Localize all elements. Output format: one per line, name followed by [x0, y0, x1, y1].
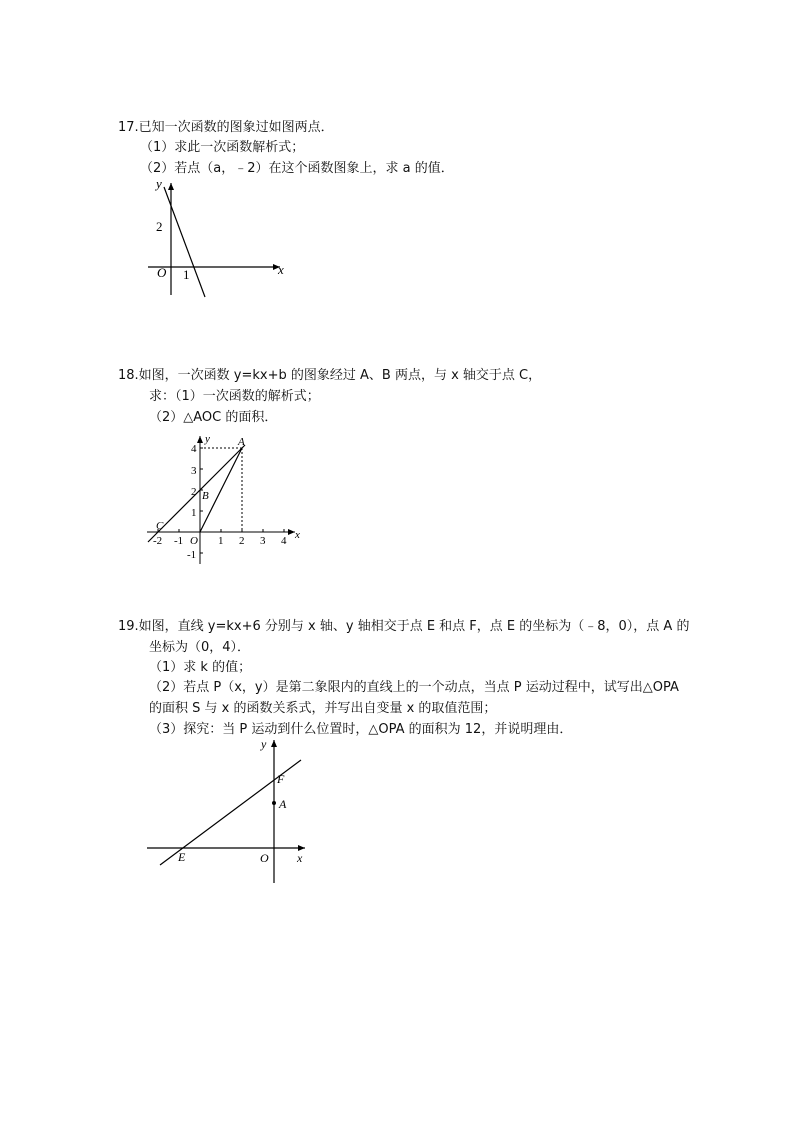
q17-y-label: y — [156, 176, 162, 191]
q18-point-C: C — [156, 520, 164, 532]
q19-part3: （3）探究：当 P 运动到什么位置时，△OPA 的面积为 12，并说明理由． — [149, 722, 573, 737]
q19-origin-label: O — [260, 851, 269, 865]
q17-y-arrow — [168, 183, 174, 190]
q18-y-tick-2: 2 — [191, 486, 197, 498]
q19-x-label: x — [297, 851, 303, 865]
q18-part1: 求：（1）一次函数的解析式； — [149, 389, 320, 404]
q17-figure — [140, 175, 300, 300]
q18-x-tick-1: 1 — [218, 535, 224, 547]
q19-graph — [145, 735, 315, 890]
q18-x-arrow — [288, 529, 295, 535]
q17-x-tick-1: 1 — [183, 267, 190, 282]
q18-y-label: y — [205, 433, 210, 445]
q19-point-A-dot — [272, 801, 276, 805]
q17-part1: （1）求此一次函数解析式； — [140, 140, 305, 155]
q19-y-label: y — [261, 737, 267, 751]
q17-y-tick-2: 2 — [156, 219, 163, 234]
q18-x-tick-4: 4 — [281, 535, 287, 547]
q18-y-tick-4: 4 — [191, 443, 197, 455]
q18-x-tick-3: 3 — [260, 535, 266, 547]
q19-stem-line1: 19.如图，直线 y=kx+6 分别与 x 轴、y 轴相交于点 E 和点 F，点 E 的坐标为（﹣8，0），点 A 的 — [118, 619, 690, 634]
q19-part2-line2: 的面积 S 与 x 的函数关系式，并写出自变量 x 的取值范围； — [149, 701, 497, 716]
q18-origin-label: O — [190, 535, 198, 547]
q18-x-tick-2: 2 — [239, 535, 245, 547]
q19-figure — [145, 735, 315, 890]
q19-stem-line2: 坐标为（0，4）． — [149, 640, 251, 655]
q18-part2: （2）△AOC 的面积． — [149, 410, 278, 425]
q18-y-tick-1: 1 — [191, 507, 197, 519]
q17-origin-label: O — [157, 265, 167, 280]
q17-part2: （2）若点（a，﹣2）在这个函数图象上，求 a 的值． — [140, 161, 454, 176]
q18-figure — [145, 430, 305, 568]
q19-point-A: A — [279, 797, 287, 811]
q18-stem: 18.如图，一次函数 y=kx+b 的图象经过 A、B 两点，与 x 轴交于点 C， — [118, 368, 542, 383]
q17-graph — [140, 175, 300, 300]
q18-graph — [145, 430, 305, 568]
q17-x-label: x — [278, 262, 284, 277]
q18-x-label: x — [295, 529, 300, 541]
q19-part1: （1）求 k 的值； — [149, 660, 252, 675]
q18-y-tick-neg1: -1 — [187, 549, 197, 561]
q19-point-F: F — [277, 772, 285, 786]
q19-point-E: E — [178, 850, 186, 864]
q17-stem: 17.已知一次函数的图象过如图两点． — [118, 120, 334, 135]
q19-y-arrow — [271, 740, 277, 747]
q18-x-tick-neg2: -2 — [153, 535, 163, 547]
q18-point-A: A — [238, 436, 245, 448]
q19-part2-line1: （2）若点 P（x，y）是第二象限内的直线上的一个动点，当点 P 运动过程中，试写出△OPA — [149, 680, 679, 695]
q18-x-tick-neg1: -1 — [174, 535, 184, 547]
q18-y-arrow — [197, 436, 203, 443]
q18-point-B: B — [202, 490, 209, 502]
q18-y-tick-3: 3 — [191, 465, 197, 477]
